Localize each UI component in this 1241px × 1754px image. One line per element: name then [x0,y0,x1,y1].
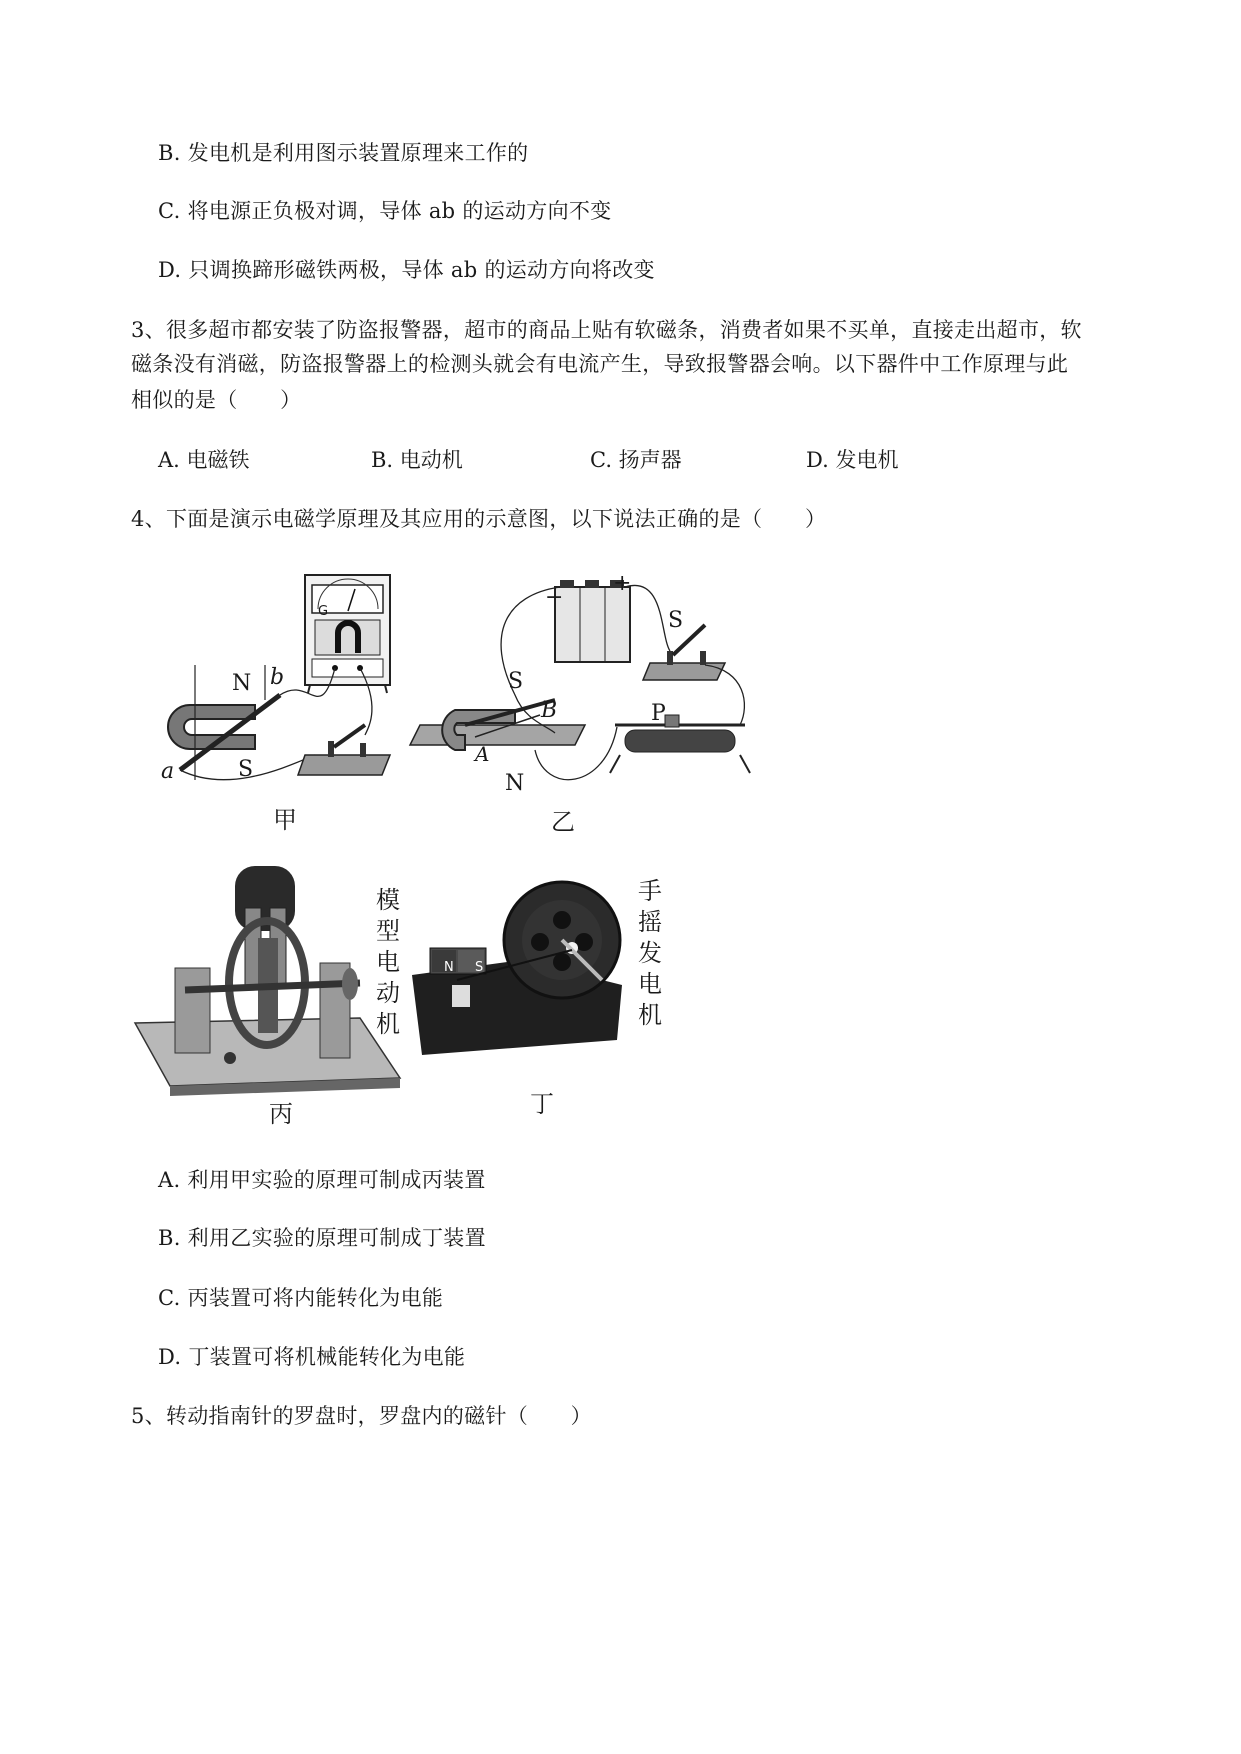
q4-option-b: B. 利用乙实验的原理可制成丁装置 [158,1226,486,1250]
q3-option-a: A. 电磁铁 [158,448,250,472]
yi-switch-label: S [668,608,684,633]
q3-option-d: D. 发电机 [806,448,899,472]
q4-option-c: C. 丙装置可将内能转化为电能 [158,1286,444,1310]
jia-label-n: N [232,671,252,696]
bing-caption: 丙 [269,1100,293,1128]
ding-side-label: 手摇发电机 [638,877,662,1029]
yi-label-n: N [505,771,525,796]
q3-stem-line-3: 相似的是（ ） [131,388,302,412]
yi-battery-minus: − [545,585,564,610]
ding-caption: 丁 [530,1090,554,1118]
jia-caption: 甲 [273,806,297,834]
q2-option-d: D. 只调换蹄形磁铁两极，导体 ab 的运动方向将改变 [158,258,655,282]
jia-label-a: a [161,759,175,784]
q4-option-a: A. 利用甲实验的原理可制成丙装置 [158,1168,486,1192]
yi-label-s: S [508,669,524,694]
q3-option-b: B. 电动机 [371,448,463,472]
bing-side-label: 模型电动机 [376,886,400,1038]
galvanometer-label: G [318,604,329,619]
q2-option-b: B. 发电机是利用图示装置原理来工作的 [158,141,529,165]
yi-caption: 乙 [551,808,575,836]
ding-magnet-s: S [475,960,484,975]
jia-label-b: b [270,665,285,690]
q4-option-d: D. 丁装置可将机械能转化为电能 [158,1345,466,1369]
q3-stem-line-1: 3、很多超市都安装了防盗报警器，超市的商品上贴有软磁条，消费者如果不买单，直接走出超市，软 [131,318,1082,342]
yi-label-a: A [475,742,490,766]
figure-yi-diagram [405,575,760,795]
figure-bing-motor [130,858,405,1098]
q2-option-c: C. 将电源正负极对调，导体 ab 的运动方向不变 [158,199,612,223]
q4-stem: 4、下面是演示电磁学原理及其应用的示意图，以下说法正确的是（ ） [131,507,827,531]
q5-stem: 5、转动指南针的罗盘时，罗盘内的磁针（ ） [131,1404,592,1428]
q3-stem-line-2: 磁条没有消磁，防盗报警器上的检测头就会有电流产生，导致报警器会响。以下器件中工作原理与此 [131,352,1069,376]
yi-label-p: P [651,701,666,726]
yi-battery-plus: + [613,571,632,596]
ding-magnet-n: N [444,960,454,975]
q3-option-c: C. 扬声器 [590,448,682,472]
jia-label-s: S [238,757,254,782]
yi-label-b: B [541,698,558,723]
